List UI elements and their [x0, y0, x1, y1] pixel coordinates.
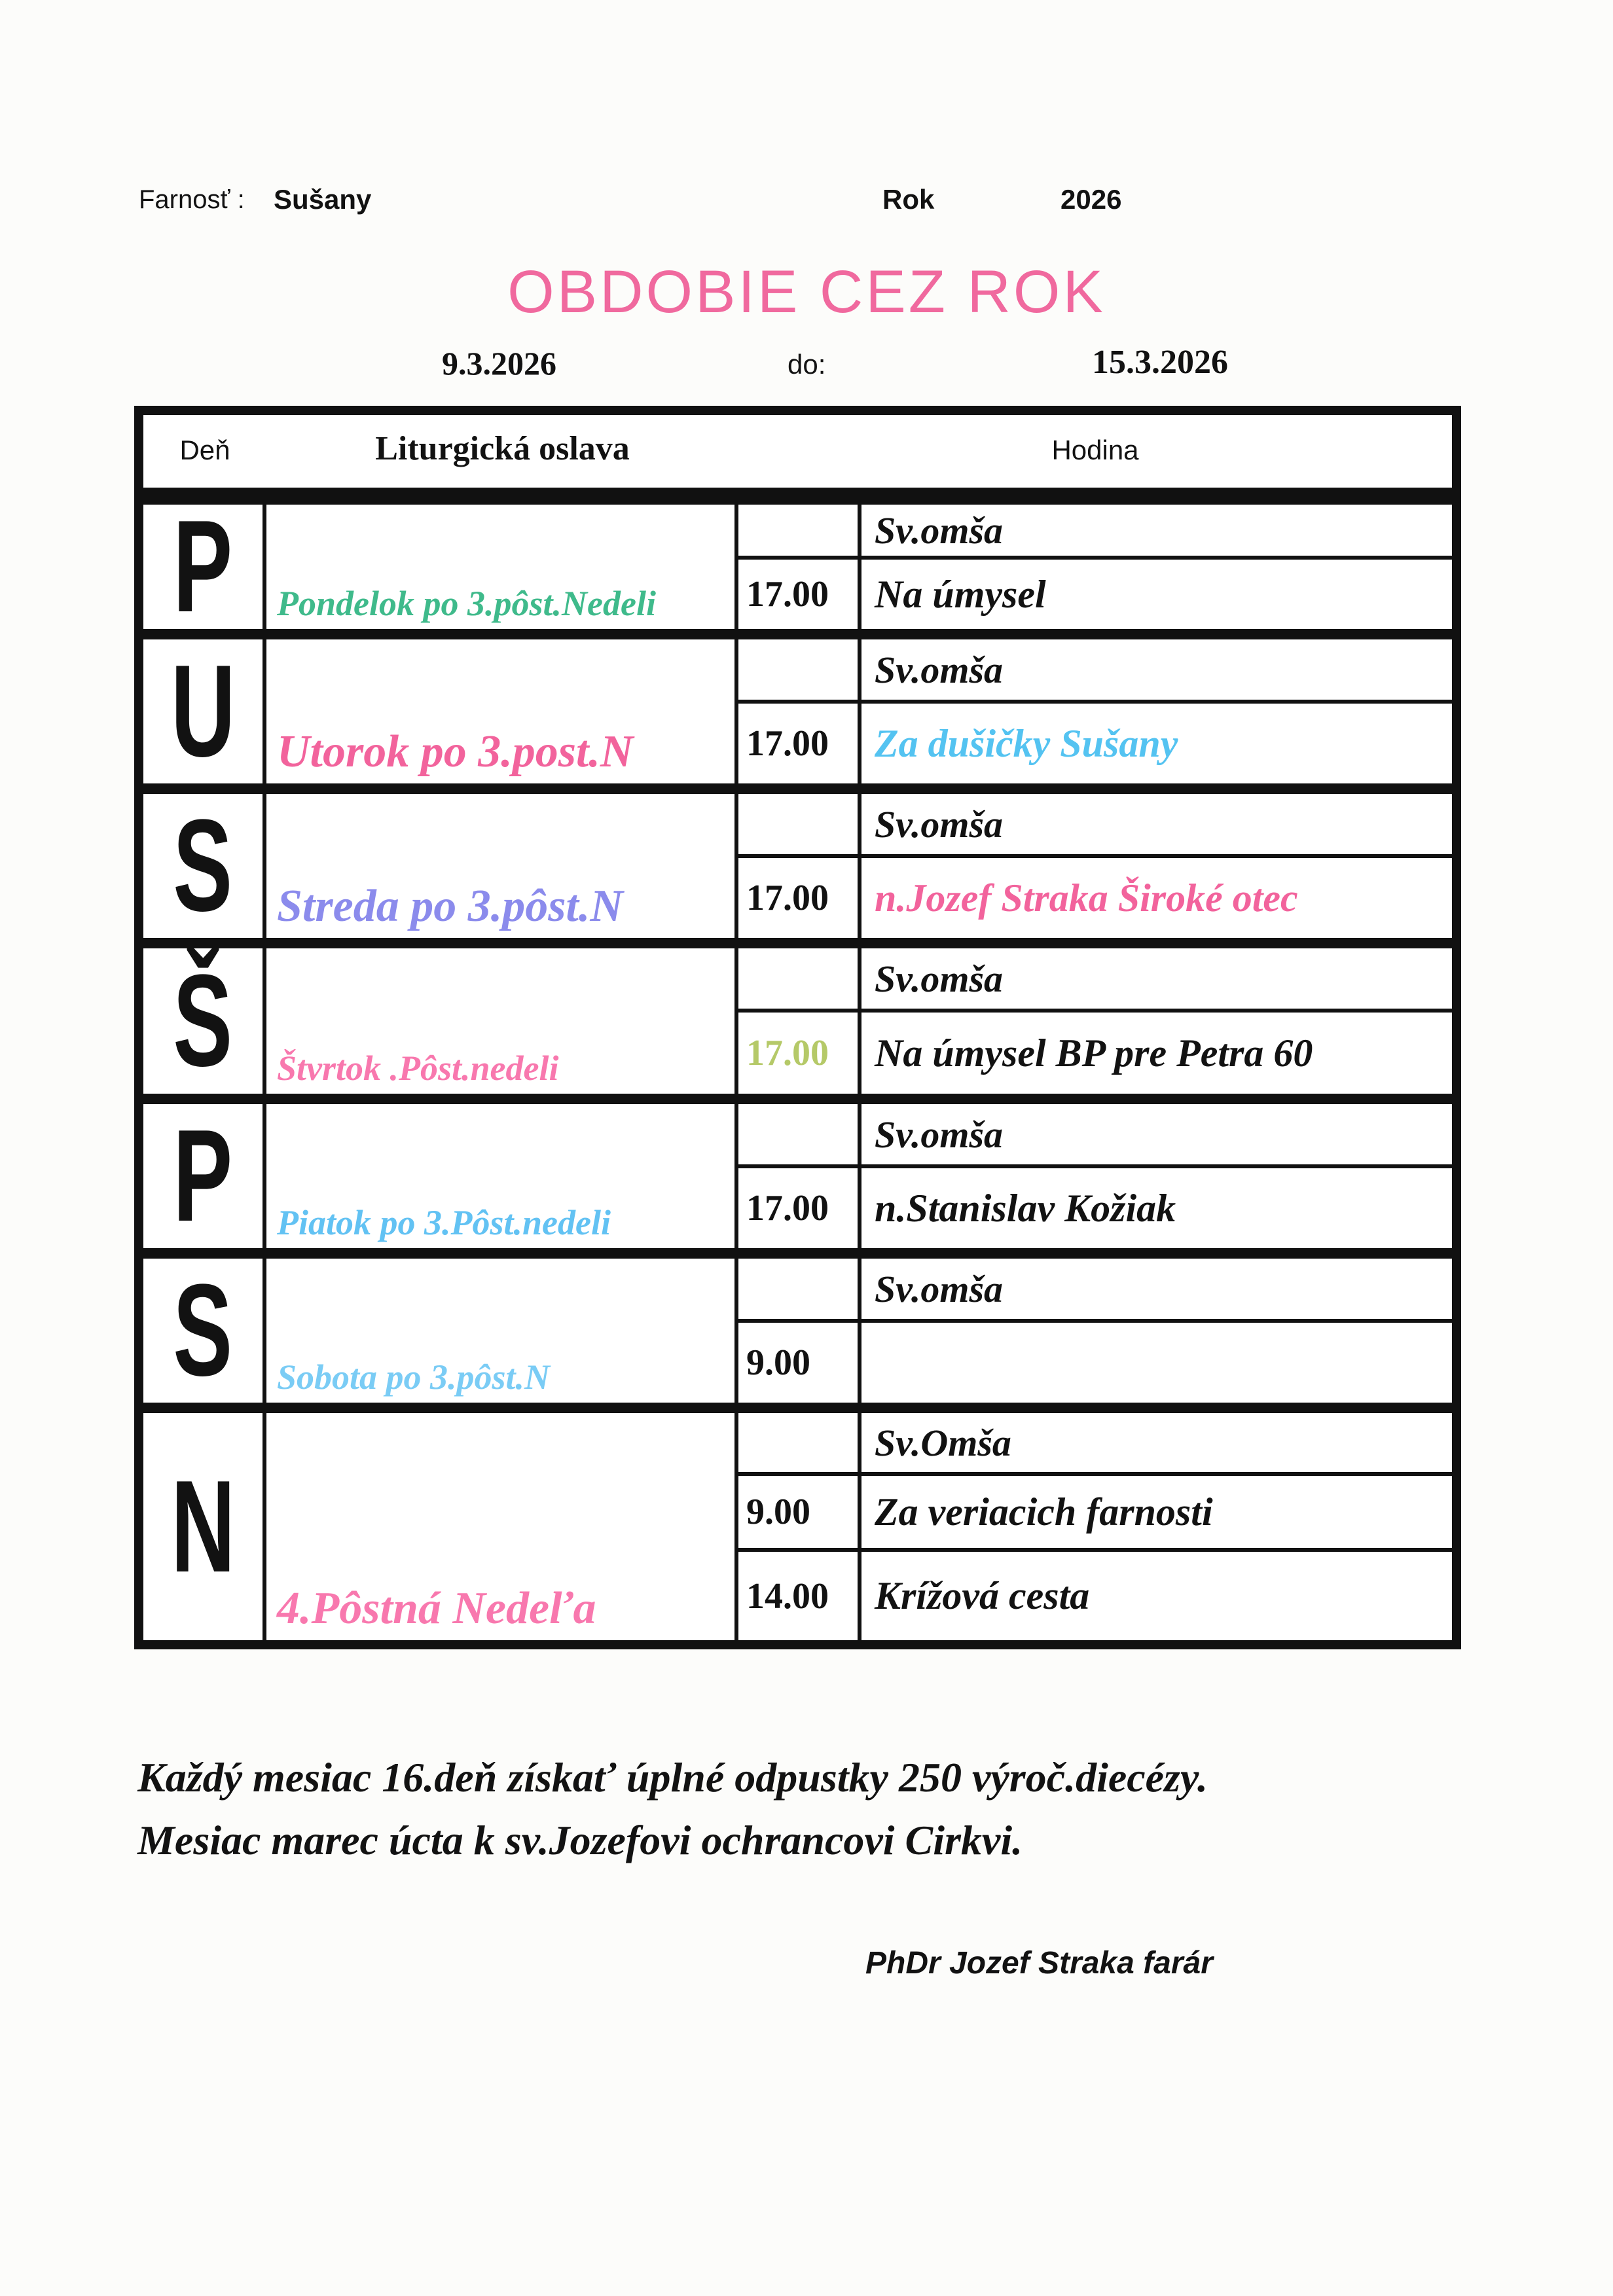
- date-separator: do:: [788, 349, 826, 380]
- mass-label: Sv.omša: [875, 648, 1004, 691]
- mass-subrow: [738, 560, 1452, 629]
- header-oslava: Liturgická oslava: [375, 430, 630, 467]
- mass-subrow: [738, 1168, 1452, 1248]
- mass-subrow: [738, 1104, 1452, 1168]
- table-row-thursday: [143, 948, 1452, 1104]
- mass-subrow: [738, 858, 1452, 938]
- intention-cell: [861, 1476, 1452, 1548]
- mass-label: Sv.Omša: [875, 1421, 1011, 1464]
- intention-cell: [861, 1323, 1452, 1403]
- celebration-label: Pondelok po 3.pôst.Nedeli: [277, 584, 656, 623]
- mass-subrow: [738, 1013, 1452, 1094]
- time-intention-column: [738, 794, 1452, 938]
- time-cell: 17.00: [738, 1013, 861, 1094]
- day-cell: [143, 639, 266, 783]
- time-cell: 17.00: [738, 1168, 861, 1248]
- time-intention-column: [738, 1104, 1452, 1248]
- day-letter: Š: [173, 948, 233, 1094]
- note-line-1: Každý mesiac 16.deň získať úplné odpustky 250 výroč.diecézy.: [137, 1754, 1208, 1801]
- time-cell: 14.00: [738, 1552, 861, 1640]
- time-intention-column: [738, 639, 1452, 783]
- time-cell: 17.00: [738, 858, 861, 938]
- intention-cell: [861, 704, 1452, 783]
- notes: [137, 1746, 1208, 1872]
- time-cell: 17.00: [738, 704, 861, 783]
- time-cell: [738, 1104, 861, 1164]
- celebration-cell: [266, 639, 738, 783]
- intention-label: Krížová cesta: [875, 1574, 1090, 1617]
- date-to: 15.3.2026: [1092, 344, 1228, 381]
- mass-label: Sv.omša: [875, 509, 1004, 552]
- intention-cell: [861, 1259, 1452, 1319]
- day-letter: P: [173, 505, 233, 629]
- celebration-label: Piatok po 3.Pôst.nedeli: [277, 1203, 611, 1242]
- intention-cell: [861, 1168, 1452, 1248]
- time-cell: [738, 639, 861, 700]
- time-cell: [738, 948, 861, 1009]
- intention-cell: [861, 1013, 1452, 1094]
- rok-label: Rok: [882, 184, 935, 215]
- mass-subrow: [738, 1323, 1452, 1403]
- day-letter: U: [170, 639, 236, 783]
- table-row-monday: [143, 505, 1452, 639]
- day-letter: S: [173, 1259, 233, 1403]
- celebration-cell: [266, 505, 738, 629]
- mass-label: Sv.omša: [875, 957, 1004, 1000]
- table-row-wednesday: [143, 794, 1452, 948]
- rok-value: 2026: [1060, 184, 1122, 215]
- day-letter: N: [170, 1453, 236, 1600]
- mass-subrow: [738, 1413, 1452, 1476]
- header-hodina: Hodina: [1051, 435, 1139, 465]
- intention-label: Za dušičky Sušany: [875, 721, 1178, 765]
- time-intention-column: [738, 505, 1452, 629]
- celebration-label: Utorok po 3.post.N: [277, 726, 634, 777]
- time-cell: [738, 505, 861, 556]
- intention-cell: [861, 1104, 1452, 1164]
- time-intention-column: [738, 1413, 1452, 1640]
- intention-cell: [861, 1552, 1452, 1640]
- farnost-label: Farnosť :: [139, 185, 245, 214]
- mass-subrow: [738, 505, 1452, 560]
- mass-subrow: [738, 1552, 1452, 1640]
- time-cell: [738, 794, 861, 854]
- signature: PhDr Jozef Straka farár: [865, 1946, 1213, 1981]
- table-row-tuesday: [143, 639, 1452, 794]
- celebration-label: 4.Pôstná Nedeľa: [277, 1583, 596, 1634]
- celebration-label: Sobota po 3.pôst.N: [277, 1357, 551, 1397]
- day-letter: S: [173, 794, 233, 938]
- day-cell: [143, 1413, 266, 1640]
- table-row-sunday: [143, 1413, 1452, 1640]
- mass-subrow: [738, 639, 1452, 704]
- time-cell: 9.00: [738, 1323, 861, 1403]
- date-from: 9.3.2026: [442, 345, 556, 382]
- schedule-table: [134, 406, 1461, 1649]
- day-cell: [143, 948, 266, 1094]
- mass-subrow: [738, 1476, 1452, 1552]
- celebration-cell: [266, 794, 738, 938]
- time-intention-column: [738, 948, 1452, 1094]
- celebration-label: Štvrtok .Pôst.nedeli: [277, 1049, 559, 1088]
- table-row-saturday: [143, 1259, 1452, 1413]
- celebration-label: Streda po 3.pôst.N: [277, 881, 623, 931]
- day-cell: [143, 794, 266, 938]
- note-line-2: Mesiac marec úcta k sv.Jozefovi ochrancovi Cirkvi.: [137, 1817, 1023, 1863]
- header-den: Deň: [179, 435, 230, 465]
- intention-cell: [861, 948, 1452, 1009]
- intention-cell: [861, 505, 1452, 556]
- intention-label: n.Stanislav Kožiak: [875, 1186, 1176, 1230]
- mass-subrow: [738, 704, 1452, 783]
- intention-label: Na úmysel BP pre Petra 60: [875, 1031, 1313, 1075]
- intention-label: n.Jozef Straka Široké otec: [875, 876, 1298, 920]
- time-cell: 17.00: [738, 560, 861, 629]
- celebration-cell: [266, 1104, 738, 1248]
- mass-label: Sv.omša: [875, 802, 1004, 846]
- mass-subrow: [738, 1259, 1452, 1323]
- intention-cell: [861, 639, 1452, 700]
- time-intention-column: [738, 1259, 1452, 1403]
- intention-cell: [861, 858, 1452, 938]
- mass-subrow: [738, 794, 1452, 858]
- mass-subrow: [738, 948, 1452, 1013]
- intention-label: Za veriacich farnosti: [875, 1490, 1213, 1534]
- intention-cell: [861, 794, 1452, 854]
- farnost-value: Sušany: [274, 184, 372, 215]
- intention-label: Na úmysel: [875, 572, 1046, 616]
- celebration-cell: [266, 948, 738, 1094]
- day-cell: [143, 1259, 266, 1403]
- celebration-cell: [266, 1259, 738, 1403]
- celebration-cell: [266, 1413, 738, 1640]
- time-cell: 9.00: [738, 1476, 861, 1548]
- day-cell: [143, 1104, 266, 1248]
- time-cell: [738, 1259, 861, 1319]
- intention-cell: [861, 1413, 1452, 1472]
- table-header-row: [143, 415, 1452, 505]
- page-title: OBDOBIE CEZ ROK: [507, 259, 1106, 325]
- mass-label: Sv.omša: [875, 1267, 1004, 1310]
- day-cell: [143, 505, 266, 629]
- mass-label: Sv.omša: [875, 1113, 1004, 1156]
- time-cell: [738, 1413, 861, 1472]
- intention-cell: [861, 560, 1452, 629]
- day-letter: P: [173, 1104, 233, 1248]
- table-row-friday: [143, 1104, 1452, 1259]
